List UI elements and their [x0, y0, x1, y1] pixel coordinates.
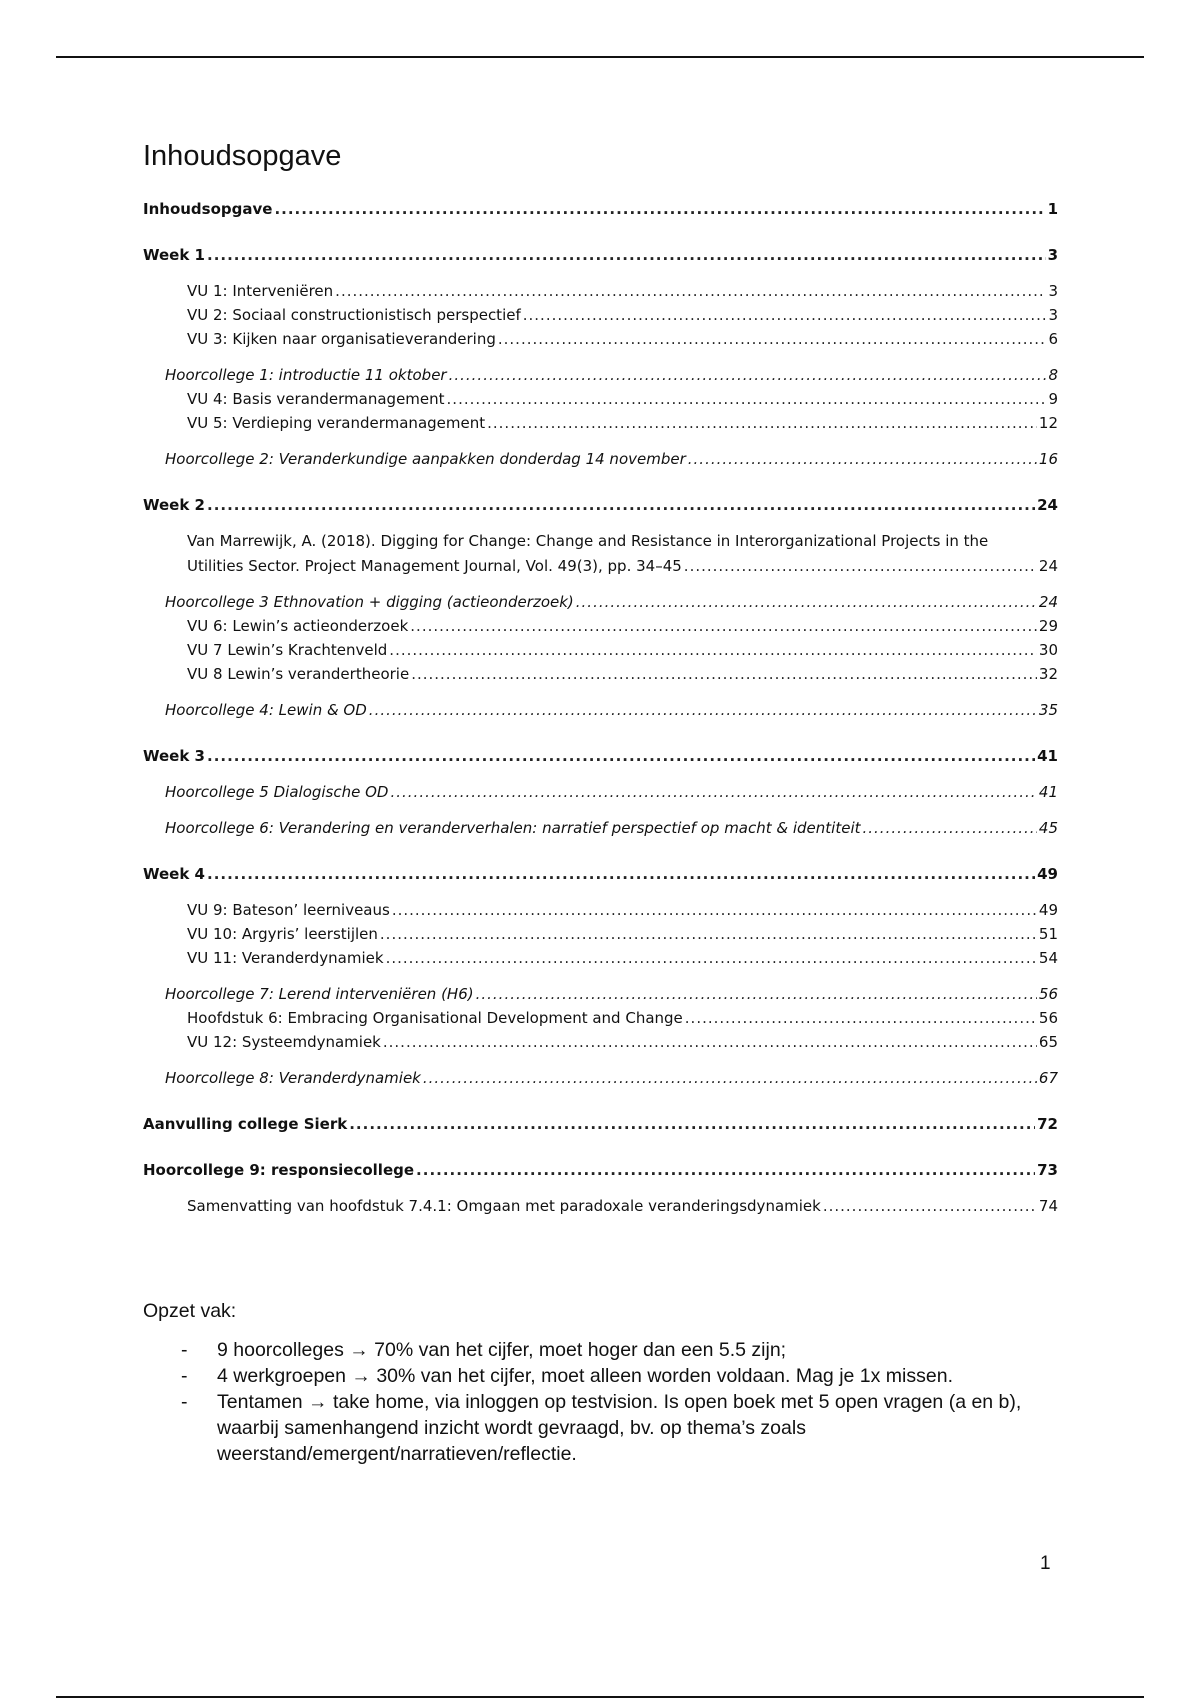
toc-entry[interactable]: Van Marrewijk, A. (2018). Digging for Change: Change and Resistance in Interorganizational Projects in the Utilities Sector. Project Management Journal, Vol. 49(3), pp. 34–45 ..... 24 [143, 529, 1058, 578]
toc-entry[interactable]: Inhoudsopgave ..... 1 [143, 197, 1058, 221]
toc-entry[interactable]: VU 3: Kijken naar organisatieverandering ..... 6 [143, 327, 1058, 351]
toc-entry[interactable]: VU 4: Basis verandermanagement ..... 9 [143, 387, 1058, 411]
footer-rule [56, 1696, 1144, 1698]
toc-entry[interactable]: Aanvulling college Sierk ..... 72 [143, 1112, 1058, 1136]
toc-entry[interactable]: Hoorcollege 8: Veranderdynamiek ..... 67 [143, 1066, 1058, 1090]
page-number: 1 [1040, 1553, 1051, 1574]
toc-entry[interactable]: Week 2 ..... 24 [143, 493, 1058, 517]
toc-entry[interactable]: VU 10: Argyris’ leerstijlen ..... 51 [143, 922, 1058, 946]
toc-entry[interactable]: Week 3 ..... 41 [143, 744, 1058, 768]
toc-entry[interactable]: Samenvatting van hoofdstuk 7.4.1: Omgaan met paradoxale veranderingsdynamiek ..... 74 [143, 1194, 1058, 1218]
toc-entry[interactable]: VU 8 Lewin’s verandertheorie ..... 32 [143, 662, 1058, 686]
toc-entry[interactable]: Hoorcollege 4: Lewin & OD ..... 35 [143, 698, 1058, 722]
toc-entry[interactable]: VU 9: Bateson’ leerniveaus ..... 49 [143, 898, 1058, 922]
list-item: - 9 hoorcolleges → 70% van het cijfer, moet hoger dan een 5.5 zijn; [181, 1339, 787, 1361]
toc-entry[interactable]: VU 6: Lewin’s actieonderzoek ..... 29 [143, 614, 1058, 638]
toc-entry[interactable]: Hoorcollege 6: Verandering en veranderverhalen: narratief perspectief op macht & identiteit ..... 45 [143, 816, 1058, 840]
toc-entry[interactable]: Hoofdstuk 6: Embracing Organisational Development and Change ..... 56 [143, 1006, 1058, 1030]
toc-entry[interactable]: Hoorcollege 7: Lerend interveniëren (H6) ..... 56 [143, 982, 1058, 1006]
dash-bullet: - [181, 1391, 188, 1413]
header-rule [56, 56, 1144, 58]
toc-entry[interactable]: Week 1 ..... 3 [143, 243, 1058, 267]
course-setup [143, 1300, 1058, 1467]
toc-entry[interactable]: VU 5: Verdieping verandermanagement ..... 12 [143, 411, 1058, 435]
table-of-contents [143, 197, 1058, 1218]
dash-bullet: - [181, 1365, 188, 1387]
toc-entry[interactable]: VU 11: Veranderdynamiek ..... 54 [143, 946, 1058, 970]
course-setup-title: Opzet vak: [143, 1300, 237, 1322]
list-item: - Tentamen → take home, via inloggen op testvision. Is open boek met 5 open vragen (a en b), waarbij samenhangend inzicht wordt gevraagd, bv. op thema’s zoals weerstand/emergent/narratieven/reflectie. [181, 1391, 1022, 1465]
toc-entry[interactable]: Week 4 ..... 49 [143, 862, 1058, 886]
course-setup-list [143, 1337, 1058, 1467]
dash-bullet: - [181, 1339, 188, 1361]
toc-entry[interactable]: VU 2: Sociaal constructionistisch perspectief ..... 3 [143, 303, 1058, 327]
toc-entry[interactable]: Hoorcollege 2: Veranderkundige aanpakken donderdag 14 november ..... 16 [143, 447, 1058, 471]
list-item: - 4 werkgroepen → 30% van het cijfer, moet alleen worden voldaan. Mag je 1x missen. [181, 1365, 953, 1387]
toc-entry[interactable]: Hoorcollege 5 Dialogische OD ..... 41 [143, 780, 1058, 804]
document-page [143, 140, 1058, 1467]
toc-entry[interactable]: VU 7 Lewin’s Krachtenveld ..... 30 [143, 638, 1058, 662]
toc-entry[interactable]: VU 12: Systeemdynamiek ..... 65 [143, 1030, 1058, 1054]
toc-entry[interactable]: VU 1: Interveniëren ..... 3 [143, 279, 1058, 303]
toc-entry[interactable]: Hoorcollege 9: responsiecollege ..... 73 [143, 1158, 1058, 1182]
page-title: Inhoudsopgave [143, 140, 342, 172]
toc-entry[interactable]: Hoorcollege 3 Ethnovation + digging (actieonderzoek) ..... 24 [143, 590, 1058, 614]
toc-entry[interactable]: Hoorcollege 1: introductie 11 oktober ..... 8 [143, 363, 1058, 387]
